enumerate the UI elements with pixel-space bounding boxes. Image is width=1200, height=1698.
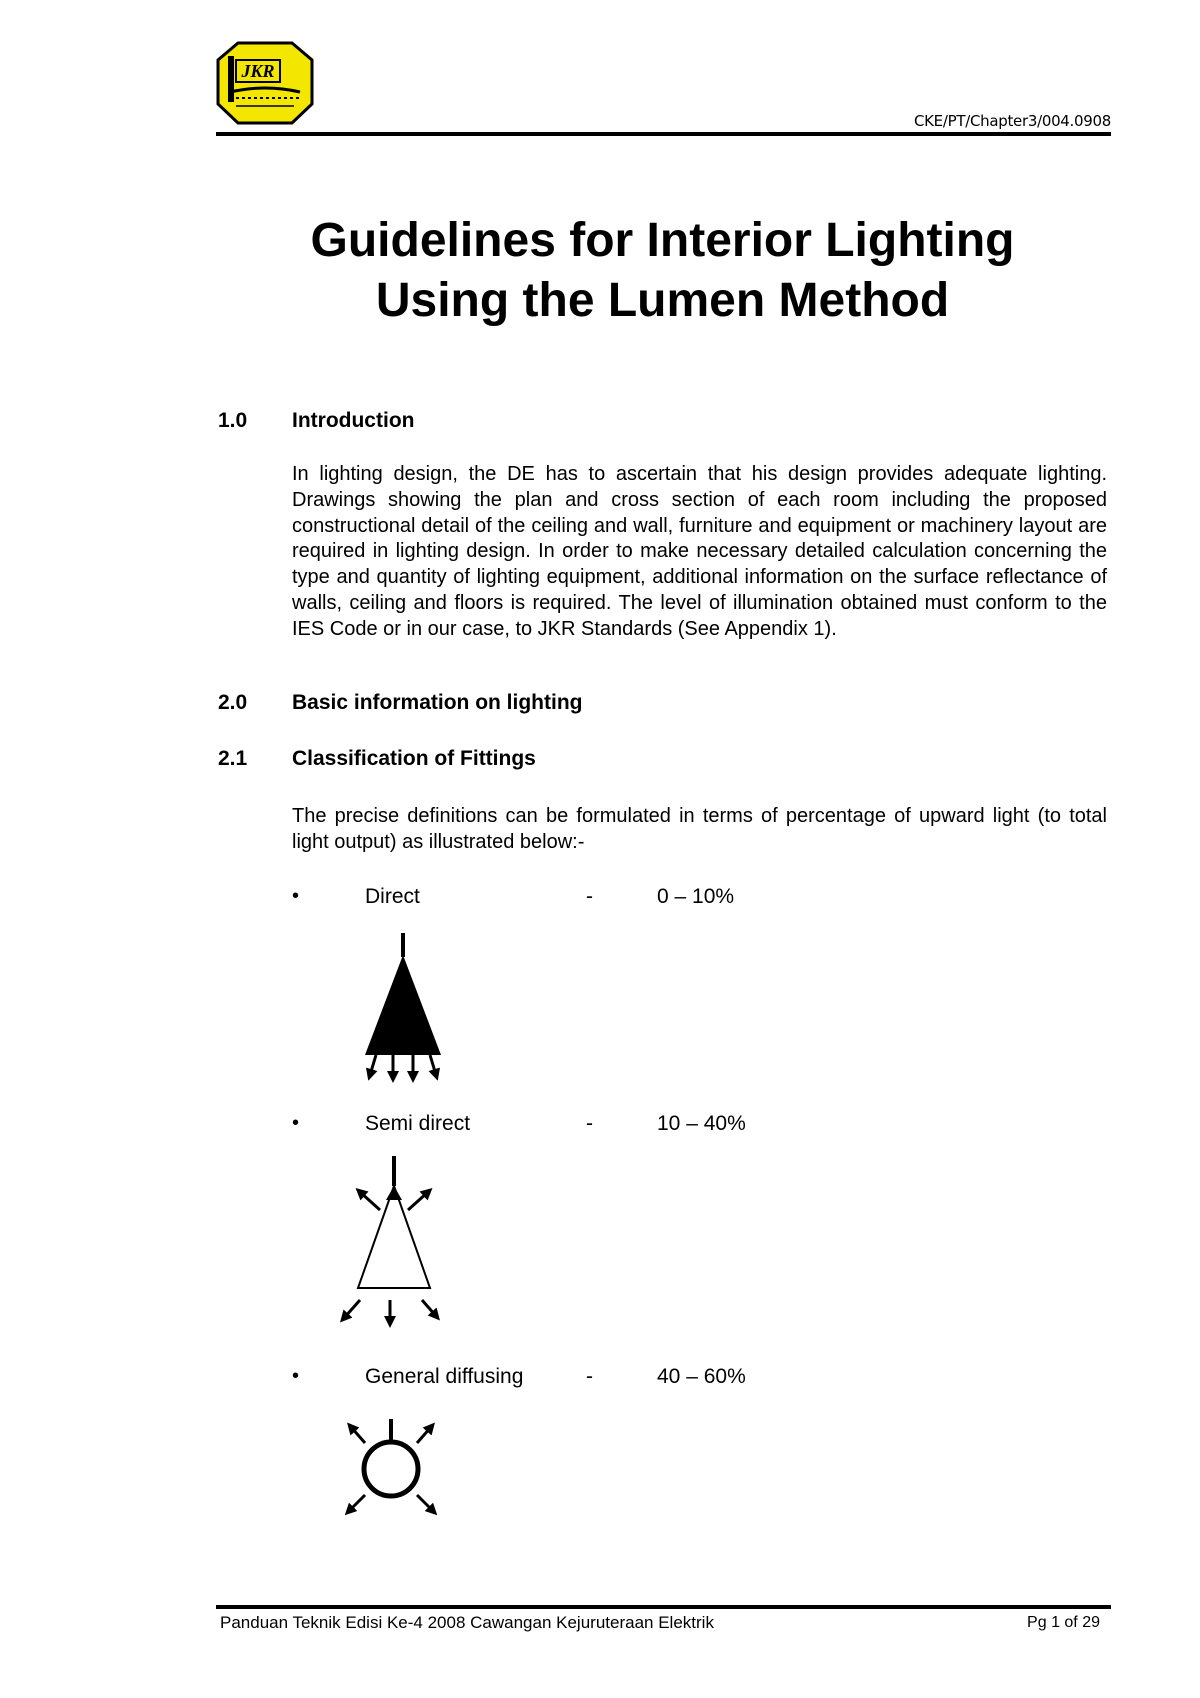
classification-paragraph: The precise definitions can be formulated in terms of percentage of upward light (to total light output) as illustrated below:-: [292, 805, 1107, 853]
document-code: CKE/PT/Chapter3/004.0908: [913, 112, 1111, 130]
fitting-label-general-diffusing: General diffusing: [365, 1365, 524, 1388]
fitting-bullet: •: [292, 1112, 300, 1134]
page-number: Pg 1 of 29: [1027, 1614, 1100, 1631]
section-title-basic: Basic information on lighting: [292, 691, 583, 714]
fitting-range-general-diffusing: 40 – 60%: [657, 1365, 746, 1388]
general-diffusing-fitting-diagram: [335, 1415, 445, 1525]
semi-direct-fitting-diagram: [330, 1150, 450, 1330]
document-title-line1: Guidelines for Interior Lighting: [310, 214, 1015, 267]
fitting-range-semi-direct: 10 – 40%: [657, 1112, 746, 1135]
section-number-classification: 2.1: [218, 747, 248, 770]
section-number-basic: 2.0: [218, 691, 248, 714]
fitting-range-direct: 0 – 10%: [657, 885, 735, 908]
footer-text: Panduan Teknik Edisi Ke-4 2008 Cawangan Kejuruteraan Elektrik: [220, 1613, 714, 1632]
document-title-line2: Using the Lumen Method: [375, 274, 950, 327]
fitting-dash: -: [586, 1365, 593, 1388]
direct-fitting-diagram: [350, 927, 460, 1087]
section-title-classification: Classification of Fittings: [292, 747, 536, 770]
fitting-label-semi-direct: Semi direct: [365, 1112, 471, 1135]
fitting-bullet: •: [292, 1365, 300, 1387]
logo-text: JKR: [241, 61, 275, 81]
fitting-dash: -: [586, 1112, 593, 1135]
section-title-intro: Introduction: [292, 409, 415, 432]
fitting-label-direct: Direct: [365, 885, 420, 908]
fitting-bullet: •: [292, 885, 300, 907]
jkr-logo: [216, 40, 314, 126]
footer-rule: [216, 1605, 1111, 1609]
section-number-intro: 1.0: [218, 409, 248, 432]
intro-paragraph: In lighting design, the DE has to ascertain that his design provides adequate lighting. Drawings showing the plan and cross section of each room including the proposed constructional detail of the ceiling and wall, furniture and equipment or machinery layout are required in lighting design. In order to make necessary detailed calculation concerning the type and quantity of lighting equipment, additional information on the surface reflectance of walls, ceiling and floors is required. The level of illumination obtained must conform to the IES Code or in our case, to JKR Standards (See Appendix 1).: [292, 463, 1107, 640]
header-rule: [216, 132, 1111, 136]
fitting-dash: -: [586, 885, 593, 908]
